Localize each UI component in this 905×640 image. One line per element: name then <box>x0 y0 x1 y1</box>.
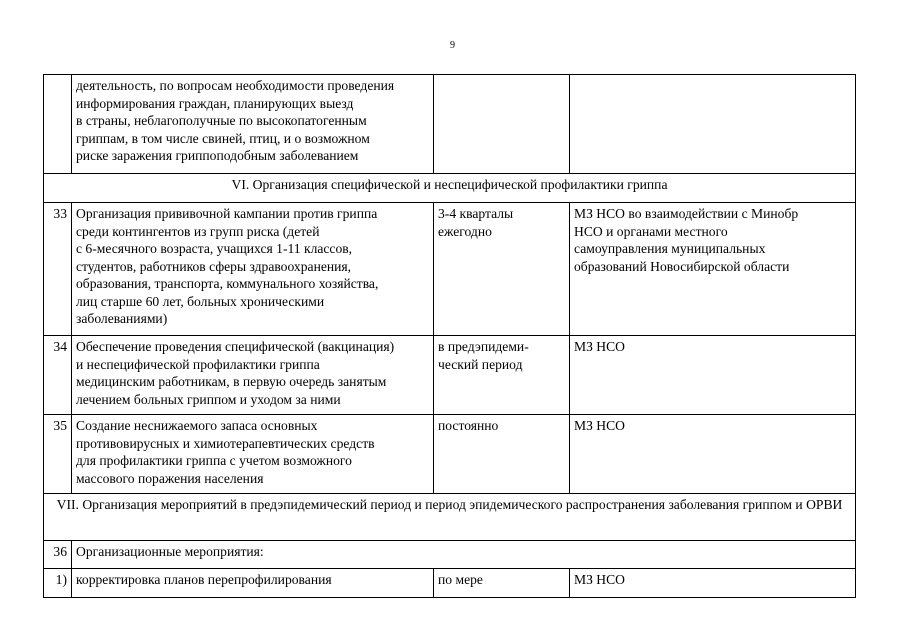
table-row <box>44 203 856 336</box>
responsible-cell: МЗ НСО <box>570 336 856 415</box>
table-row <box>44 541 856 569</box>
activity-cell: Организационные мероприятия: <box>72 541 856 569</box>
table-row <box>44 336 856 415</box>
section-heading-row <box>44 174 856 203</box>
term-cell: постоянно <box>434 415 570 494</box>
row-number-cell <box>44 75 72 174</box>
table-row <box>44 569 856 598</box>
responsible-cell <box>570 75 856 174</box>
term-cell <box>434 75 570 174</box>
term-cell: 3-4 кварталы ежегодно <box>434 203 570 336</box>
page-number: 9 <box>450 40 455 51</box>
row-number-cell: 33 <box>44 203 72 336</box>
table-row <box>44 415 856 494</box>
row-number-cell: 36 <box>44 541 72 569</box>
activity-cell: Создание неснижаемого запаса основных противовирусных и химиотерапевтических средств для профилактики гриппа с учетом возможного массового поражения населения <box>72 415 434 494</box>
term-cell: в предэпидеми- ческий период <box>434 336 570 415</box>
term-cell: по мере <box>434 569 570 598</box>
table-row <box>44 75 856 174</box>
row-number-cell: 1) <box>44 569 72 598</box>
activity-cell: Обеспечение проведения специфической (вакцинация) и неспецифической профилактики гриппа медицинским работникам, в первую очередь занятым лечением больных гриппом и уходом за ними <box>72 336 434 415</box>
activity-cell: Организация прививочной кампании против гриппа среди контингентов из групп риска (детей с 6-месячного возраста, учащихся 1-11 классов, студентов, работников сферы здравоохранения, образования, транспорта, коммунального хозяйства, лиц старше 60 лет, больных хроническими заболеваниями) <box>72 203 434 336</box>
section-heading: VI. Организация специфической и неспецифической профилактики гриппа <box>44 174 856 203</box>
row-number-cell: 34 <box>44 336 72 415</box>
responsible-cell: МЗ НСО <box>570 415 856 494</box>
responsible-cell: МЗ НСО <box>570 569 856 598</box>
activity-cell: деятельность, по вопросам необходимости проведения информирования граждан, планирующих выезд в страны, неблагополучные по высокопатогенным гриппам, в том числе свиней, птиц, и о возможном риске заражения гриппоподобным заболеванием <box>72 75 434 174</box>
section-heading: VII. Организация мероприятий в предэпидемический период и период эпидемического распространения заболевания гриппом и ОРВИ <box>44 494 856 541</box>
activity-cell: корректировка планов перепрофилирования <box>72 569 434 598</box>
measures-table <box>43 74 856 598</box>
section-heading-row <box>44 494 856 541</box>
row-number-cell: 35 <box>44 415 72 494</box>
responsible-cell: МЗ НСО во взаимодействии с Минобр НСО и органами местного самоуправления муниципальных образований Новосибирской области <box>570 203 856 336</box>
